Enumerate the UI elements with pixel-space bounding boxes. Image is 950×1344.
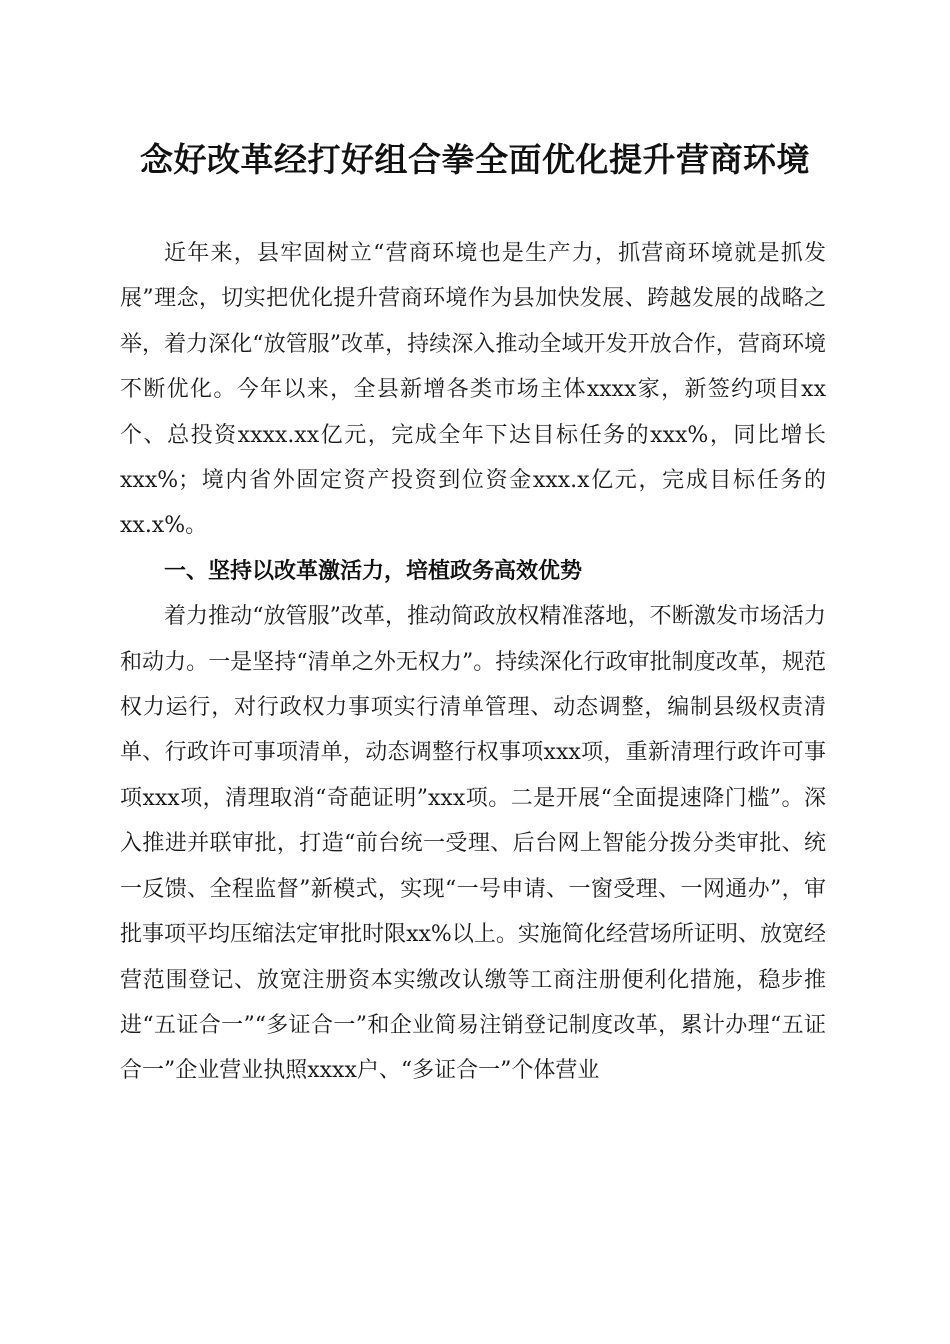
section-heading-1: 一、坚持以改革激活力，培植政务高效优势 <box>164 558 583 584</box>
intro-paragraph: 近年来，县牢固树立“营商环境也是生产力，抓营商环境就是抓发展”理念，切实把优化提升营商环境作为县加快发展、跨越发展的战略之举，着力深化“放管服”改革，持续深入推动全域开发开放合作，营商环境不断优化。今年以来，全县新增各类市场主体xxxx家，新签约项目xx个、总投资xxxx.xx亿元，完成全年下达目标任务的xxx%，同比增长xxx%；境内省外固定资产投资到位资金xxx.x亿元，完成目标任务的xx.x%。 <box>120 241 826 539</box>
section-1-paragraph: 着力推动“放管服”改革，推动简政放权精准落地，不断激发市场活力和动力。一是坚持“清单之外无权力”。持续深化行政审批制度改革，规范权力运行，对行政权力事项实行清单管理、动态调整，编制县级权责清单、行政许可事项清单，动态调整行权事项xxx项，重新清理行政许可事项xxx项，清理取消“奇葩证明”xxx项。二是开展“全面提速降门槛”。深入推进并联审批，打造“前台统一受理、后台网上智能分拨分类审批、统一反馈、全程监督”新模式，实现“一号申请、一窗受理、一网通办”，审批事项平均压缩法定审批时限xx%以上。实施简化经营场所证明、放宽经营范围登记、放宽注册资本实缴改认缴等工商注册便利化措施，稳步推进“五证合一”“多证合一”和企业简易注销登记制度改革，累计办理“五证合一”企业营业执照xxxx户、“多证合一”个体营业 <box>120 604 826 1084</box>
document-body <box>120 231 826 1094</box>
document-title: 念好改革经打好组合拳全面优化提升营商环境 <box>140 140 810 179</box>
